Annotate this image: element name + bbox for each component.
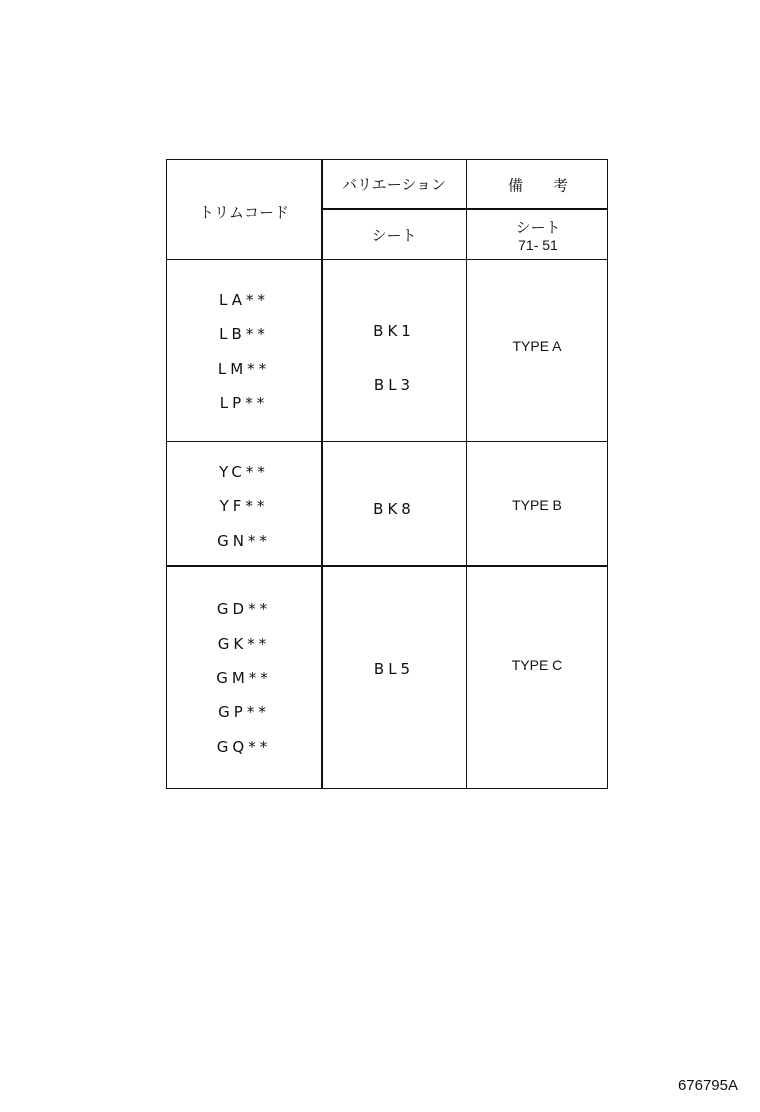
trim-code: LA**	[219, 291, 269, 309]
remarks-header: 備 考	[507, 176, 569, 195]
seat-variation: BK1	[373, 322, 415, 340]
trim-code: LM**	[217, 360, 271, 378]
trim-code: GP**	[218, 703, 270, 721]
row-divider-1	[166, 441, 608, 442]
trim-code: GM**	[216, 669, 272, 687]
column-divider-1	[321, 159, 323, 789]
trim-code: YC**	[219, 463, 269, 481]
table-border-left	[166, 159, 167, 789]
table-border-top	[166, 159, 608, 160]
table-border-bottom	[166, 788, 608, 789]
seat-variation: BL5	[373, 660, 415, 678]
remark-type: TYPE C	[511, 657, 563, 673]
remark-type: TYPE A	[512, 338, 562, 354]
seat-variation: BK8	[373, 500, 415, 518]
column-divider-2	[466, 159, 467, 789]
trim-code: LB**	[219, 325, 269, 343]
trim-code: GK**	[217, 635, 271, 653]
drawing-reference-number: 676795A	[677, 1077, 738, 1094]
remark-type: TYPE B	[512, 497, 562, 513]
table-border-right	[607, 159, 608, 789]
trim-code: LP**	[219, 394, 269, 412]
trim-variation-table	[166, 159, 608, 789]
seat-variation: BL3	[373, 376, 415, 394]
trim-code-header: トリムコード	[198, 203, 290, 222]
seat-column-header: シート	[371, 226, 417, 245]
trim-code: GD**	[216, 600, 272, 618]
variation-header: バリエーション	[341, 175, 447, 194]
row-divider-2	[166, 565, 608, 567]
trim-code: GQ**	[216, 738, 272, 756]
trim-code: YF**	[219, 497, 269, 515]
header-bottom-divider	[166, 259, 608, 260]
trim-code: GN**	[217, 532, 271, 550]
seat-reference-number: 71- 51	[518, 237, 558, 253]
header-subdivider	[322, 208, 608, 210]
seat-reference-label: シート	[515, 218, 561, 237]
